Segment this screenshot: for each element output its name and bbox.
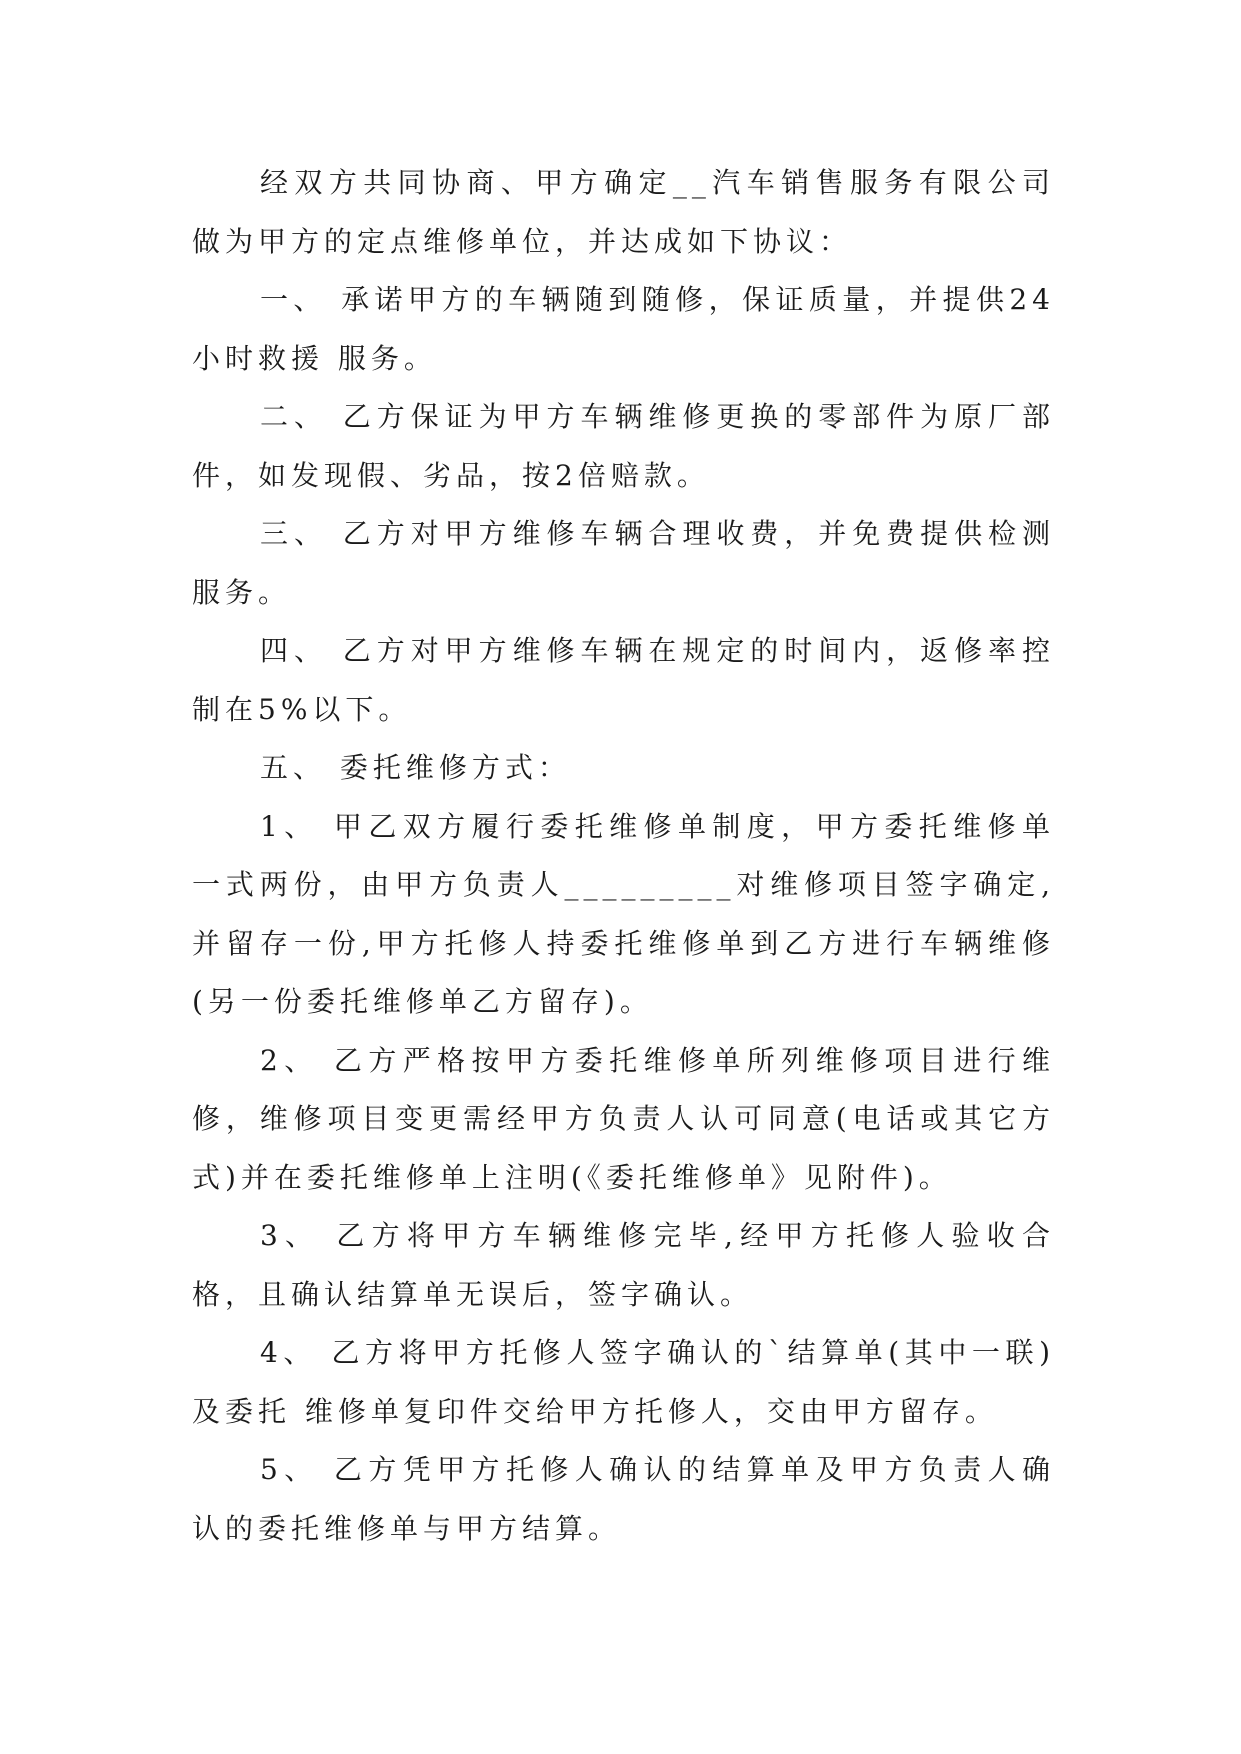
paragraph-clause-1: 一、 承诺甲方的车辆随到随修，保证质量，并提供24小时救援 服务。 <box>192 283 1055 375</box>
paragraph-subclause-4: 4、 乙方将甲方托修人签字确认的`结算单(其中一联)及委托 维修单复印件交给甲方托修人，交由甲方留存。 <box>192 1336 1055 1428</box>
paragraph-intro: 经双方共同协商、甲方确定__汽车销售服务有限公司做为甲方的定点维修单位，并达成如下协议： <box>192 166 1055 258</box>
paragraph-clause-5-heading: 五、 委托维修方式： <box>260 751 571 784</box>
paragraph-clause-3: 三、 乙方对甲方维修车辆合理收费，并免费提供检测服务。 <box>192 517 1055 609</box>
paragraph-subclause-1: 1、 甲乙双方履行委托维修单制度，甲方委托维修单一式两份，由甲方负责人_________对维修项目签字确定,并留存一份,甲方托修人持委托维修单到乙方进行车辆维修(另一份委托维修单乙方留存)。 <box>192 809 1055 1018</box>
paragraph-subclause-5: 5、 乙方凭甲方托修人确认的结算单及甲方负责人确认的委托维修单与甲方结算。 <box>192 1453 1055 1545</box>
paragraph-subclause-2: 2、 乙方严格按甲方委托维修单所列维修项目进行维修，维修项目变更需经甲方负责人认可同意(电话或其它方式)并在委托维修单上注明(《委托维修单》见附件)。 <box>192 1043 1055 1194</box>
paragraph-clause-2: 二、 乙方保证为甲方车辆维修更换的零部件为原厂部件，如发现假、劣品，按2倍赔款。 <box>192 400 1055 492</box>
paragraph-subclause-3: 3、 乙方将甲方车辆维修完毕,经甲方托修人验收合格，且确认结算单无误后，签字确认。 <box>192 1219 1055 1311</box>
paragraph-clause-4: 四、 乙方对甲方维修车辆在规定的时间内，返修率控制在5%以下。 <box>192 634 1055 726</box>
document-page <box>192 154 1055 1558</box>
